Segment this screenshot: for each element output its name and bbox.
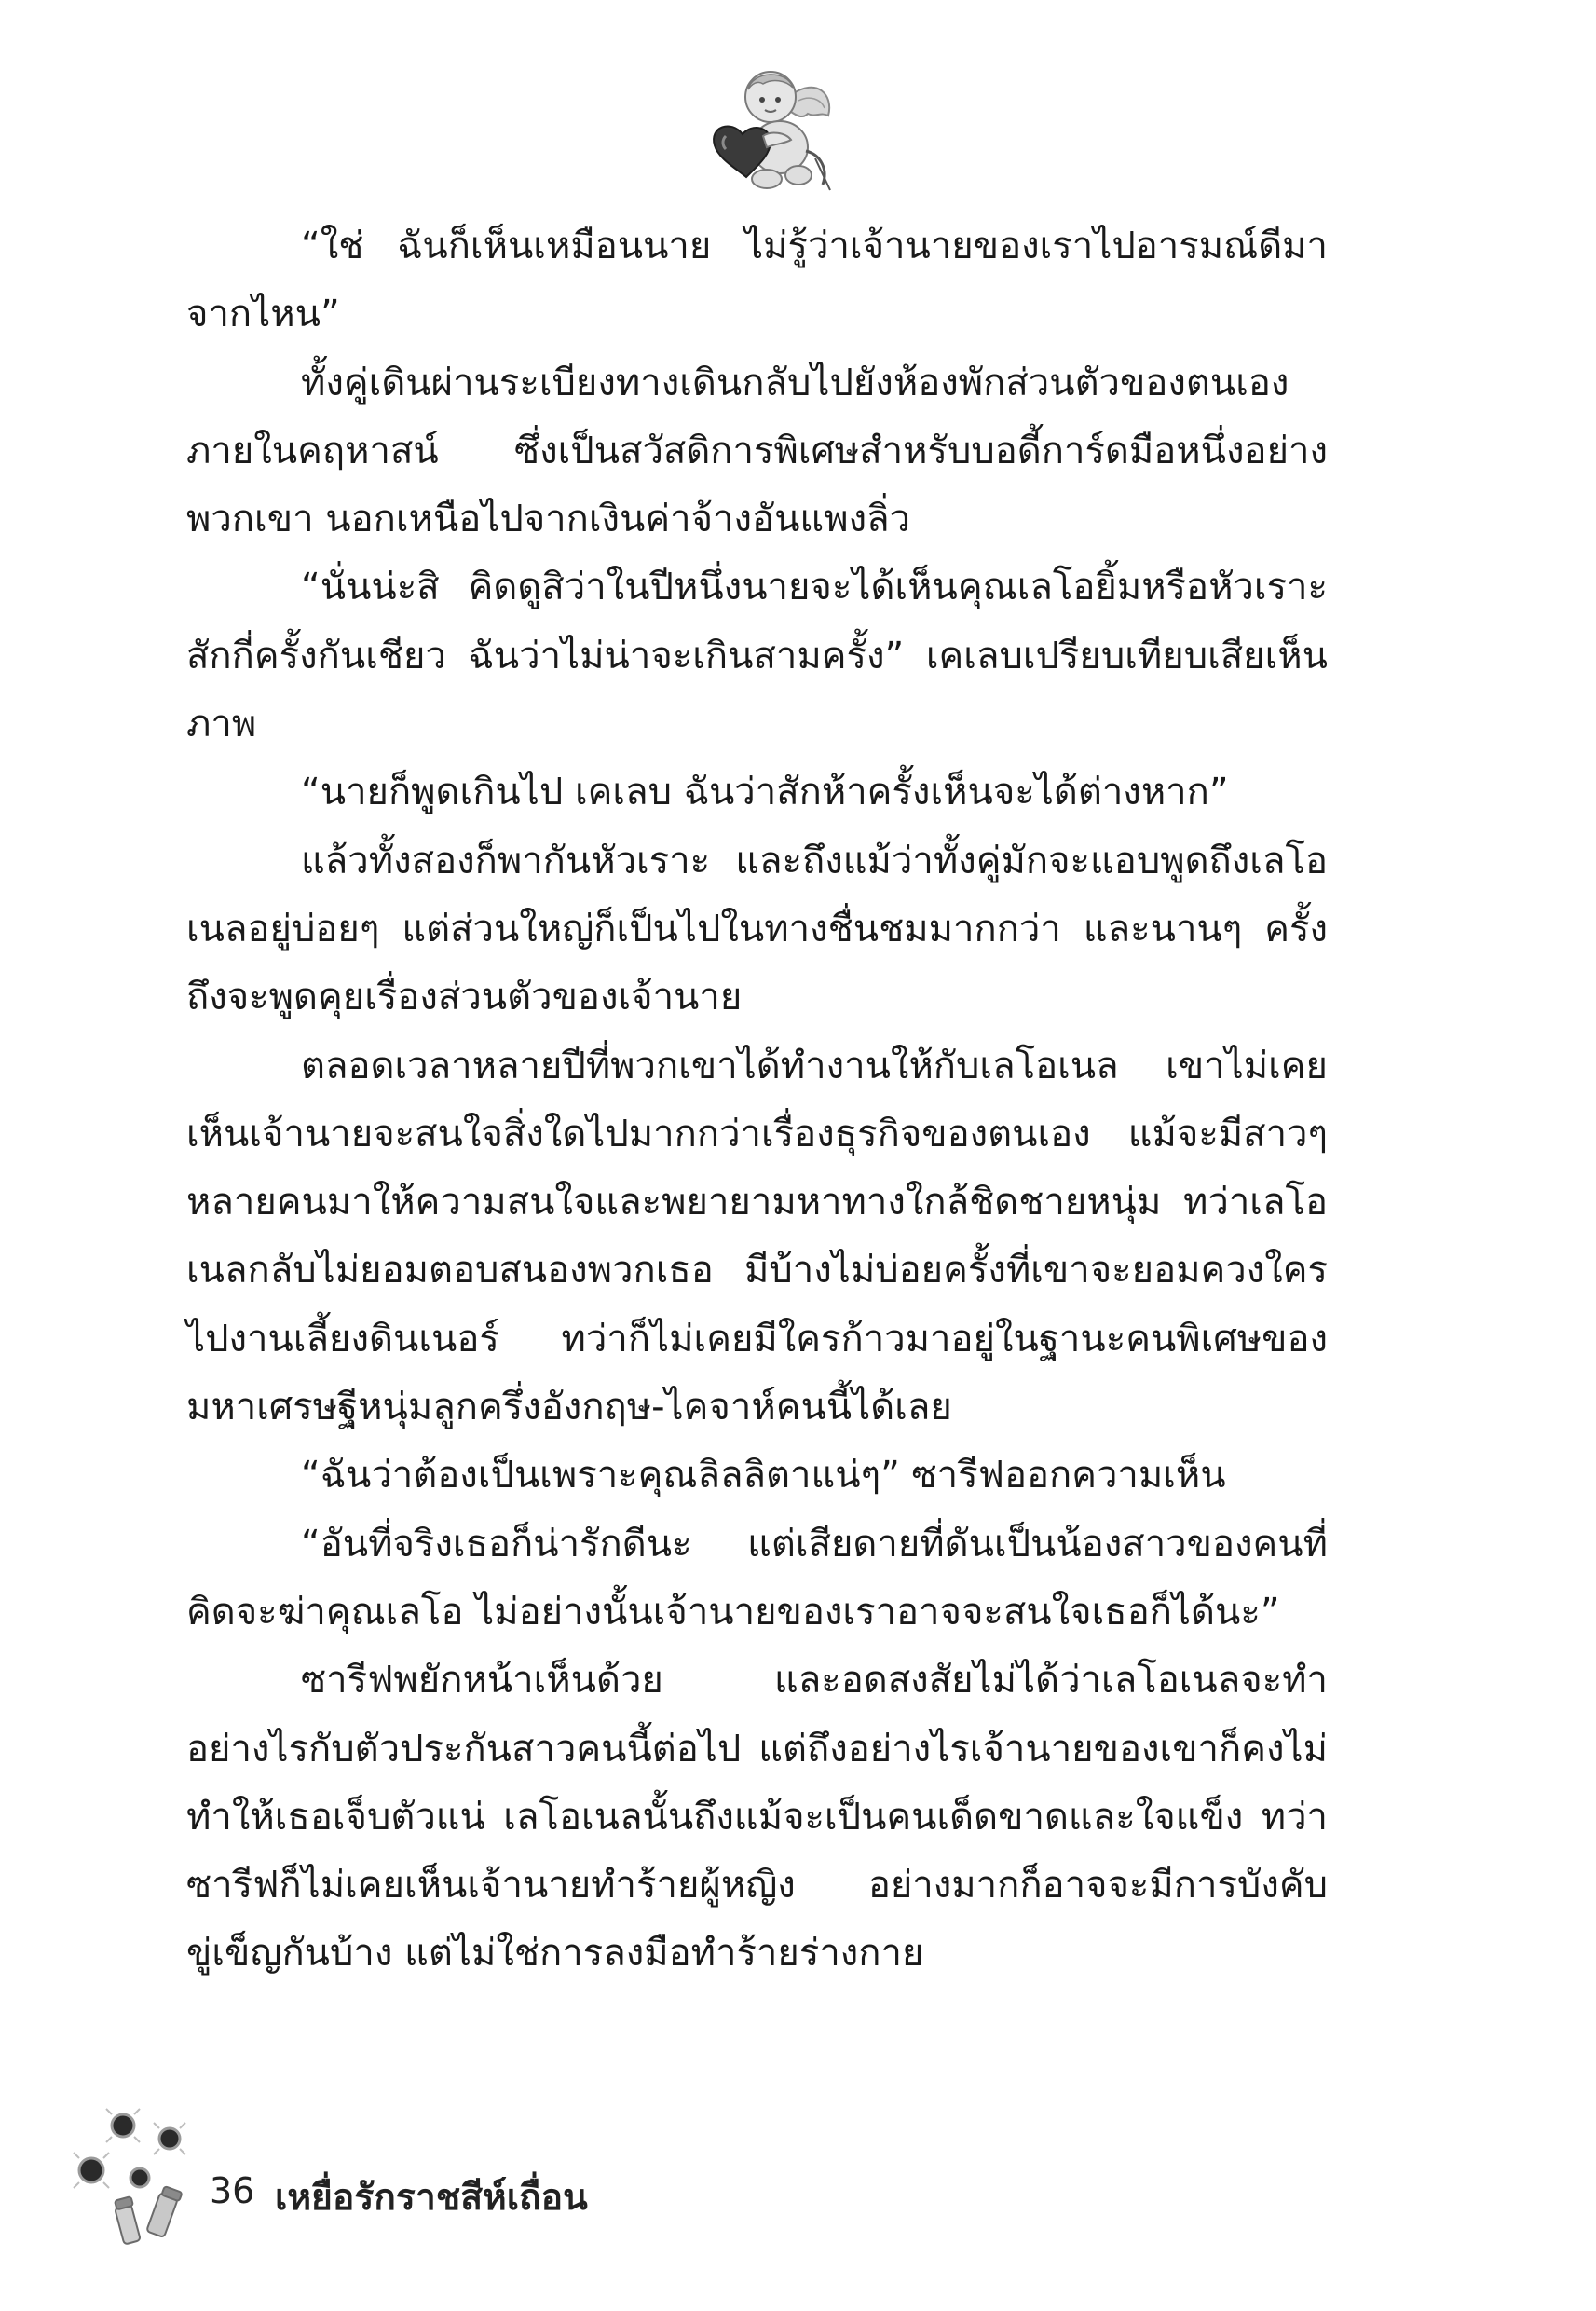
book-title: เหยื่อรักราชสีห์เถื่อน: [275, 2177, 588, 2219]
paragraph: ซารีฟพยักหน้าเห็นด้วย และอดสงสัยไม่ได้ว่าเลโอเนลจะทำอย่างไรกับตัวประกันสาวคนนี้ต่อไป แต่ถึงอย่างไรเจ้านายของเขาก็คงไม่ทำให้เธอเจ็บตัวแน่ เลโอเนลนั้นถึงแม้จะเป็นคนเด็ดขาดและใจแข็ง ทว่าซารีฟก็ไม่เคยเห็นเจ้านายทำร้ายผู้หญิง อย่างมากก็อาจจะมีการบังคับขู่เข็ญกันบ้าง แต่ไม่ใช่การลงมือทำร้ายร่างกาย: [186, 1659, 1328, 1976]
paragraph: ตลอดเวลาหลายปีที่พวกเขาได้ทำงานให้กับเลโอเนล เขาไม่เคยเห็นเจ้านายจะสนใจสิ่งใดไปมากกว่าเรื่องธุรกิจของตนเอง แม้จะมีสาวๆ หลายคนมาให้ความสนใจและพยายามหาทางใกล้ชิดชายหนุ่ม ทว่าเลโอเนลกลับไม่ยอมตอบสนองพวกเธอ มีบ้างไม่บ่อยครั้งที่เขาจะยอมควงใครไปงานเลี้ยงดินเนอร์ ทว่าก็ไม่เคยมีใครก้าวมาอยู่ในฐานะคนพิเศษของมหาเศรษฐีหนุ่มลูกครึ่งอังกฤษ-ไคจาห์คนนี้ได้เลย: [186, 1044, 1328, 1429]
cupid-with-heart-icon: [705, 58, 836, 198]
bullet-holes-and-casings-icon: [65, 2101, 214, 2260]
paragraph: “ใช่ ฉันก็เห็นเหมือนนาย ไม่รู้ว่าเจ้านายของเราไปอารมณ์ดีมาจากไหน”: [186, 225, 1328, 336]
page-footer: [65, 2101, 717, 2260]
page-number: 36: [210, 2170, 255, 2211]
paragraph: แล้วทั้งสองก็พากันหัวเราะ และถึงแม้ว่าทั้งคู่มักจะแอบพูดถึงเลโอเนลอยู่บ่อยๆ แต่ส่วนใหญ่ก็เป็นไปในทางชื่นชมมากกว่า และนานๆ ครั้งถึงจะพูดคุยเรื่องส่วนตัวของเจ้านาย: [186, 839, 1328, 1019]
paragraph: ทั้งคู่เดินผ่านระเบียงทางเดินกลับไปยังห้องพักส่วนตัวของตนเองภายในคฤหาสน์ ซึ่งเป็นสวัสดิการพิเศษสำหรับบอดี้การ์ดมือหนึ่งอย่างพวกเขา นอกเหนือไปจากเงินค่าจ้างอันแพงลิ่ว: [186, 361, 1328, 541]
body-text: [186, 212, 1328, 1989]
paragraph: “ฉันว่าต้องเป็นเพราะคุณลิลลิตาแน่ๆ” ซารีฟออกความเห็น: [301, 1454, 1226, 1497]
paragraph: “นายก็พูดเกินไป เคเลบ ฉันว่าสักห้าครั้งเห็นจะได้ต่างหาก”: [301, 771, 1229, 814]
paragraph: “อันที่จริงเธอก็น่ารักดีนะ แต่เสียดายที่ดันเป็นน้องสาวของคนที่คิดจะฆ่าคุณเลโอ ไม่อย่างนั้นเจ้านายของเราอาจจะสนใจเธอก็ได้นะ”: [186, 1522, 1328, 1634]
paragraph: “นั่นน่ะสิ คิดดูสิว่าในปีหนึ่งนายจะได้เห็นคุณเลโอยิ้มหรือหัวเราะสักกี่ครั้งกันเชียว ฉันว่าไม่น่าจะเกินสามครั้ง” เคเลบเปรียบเทียบเสียเห็นภาพ: [186, 566, 1328, 746]
